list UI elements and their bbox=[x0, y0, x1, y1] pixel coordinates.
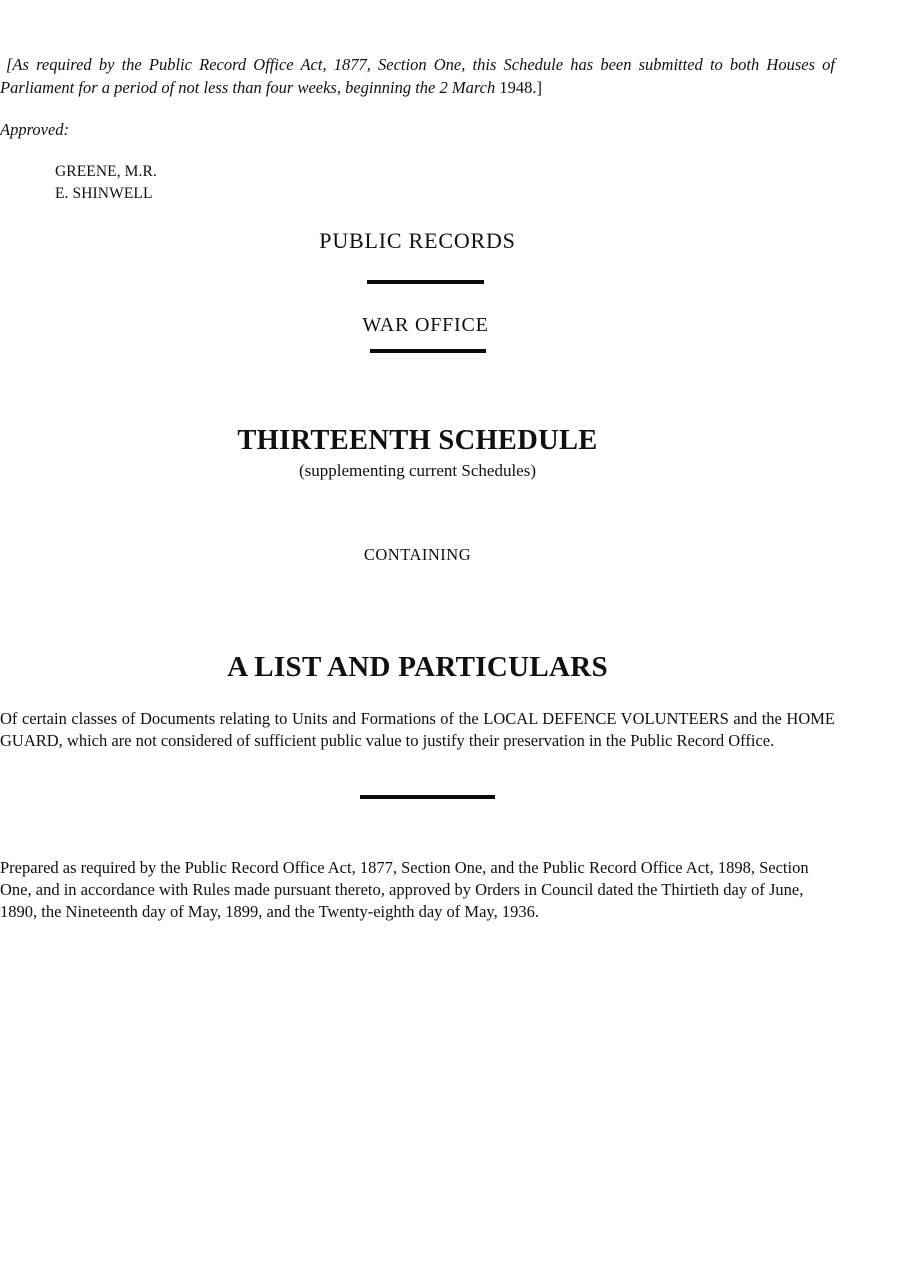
paragraph-scope: Of certain classes of Documents relating to Units and Formations of the LOCAL DEFENCE VOLUNTEERS and the HOME GUARD, which are not considered of sufficient public value to justify their preservation in the Public Record Office. bbox=[0, 709, 835, 750]
signature-line: GREENE, M.R. bbox=[55, 163, 157, 180]
signature-line: E. SHINWELL bbox=[55, 184, 153, 202]
heading-thirteenth-schedule: THIRTEENTH SCHEDULE bbox=[237, 425, 598, 456]
divider-rule bbox=[360, 795, 495, 799]
heading-public-records: PUBLIC RECORDS bbox=[319, 228, 516, 253]
heading-list-and-particulars: A LIST AND PARTICULARS bbox=[227, 651, 608, 683]
statutory-header-note bbox=[0, 53, 835, 99]
heading-containing: CONTAINING bbox=[363, 545, 472, 564]
divider-rule bbox=[367, 280, 484, 284]
statutory-note-year: 1948.] bbox=[495, 78, 543, 97]
heading-schedule-subtitle: (supplementing current Schedules) bbox=[299, 461, 536, 480]
statutory-note-italic: [As required by the Public Record Office Act, 1877, Section One, this Schedule has been submitted to both Houses of Parliament for a period of not less than four weeks, beginning the 2 March bbox=[0, 55, 835, 97]
approved-label: Approved: bbox=[0, 120, 70, 139]
paragraph-prepared: Prepared as required by the Public Record Office Act, 1877, Section One, and the Public Record Office Act, 1898, Section One, and in accordance with Rules made pursuant thereto, approved by Orders in Council dated the Thirtieth day of June, 1890, the Nineteenth day of May, 1899, and the Twenty-eighth day of May, 1936. bbox=[0, 858, 809, 921]
signature-block bbox=[55, 161, 157, 204]
heading-war-office: WAR OFFICE bbox=[362, 314, 489, 336]
divider-rule bbox=[370, 349, 486, 353]
